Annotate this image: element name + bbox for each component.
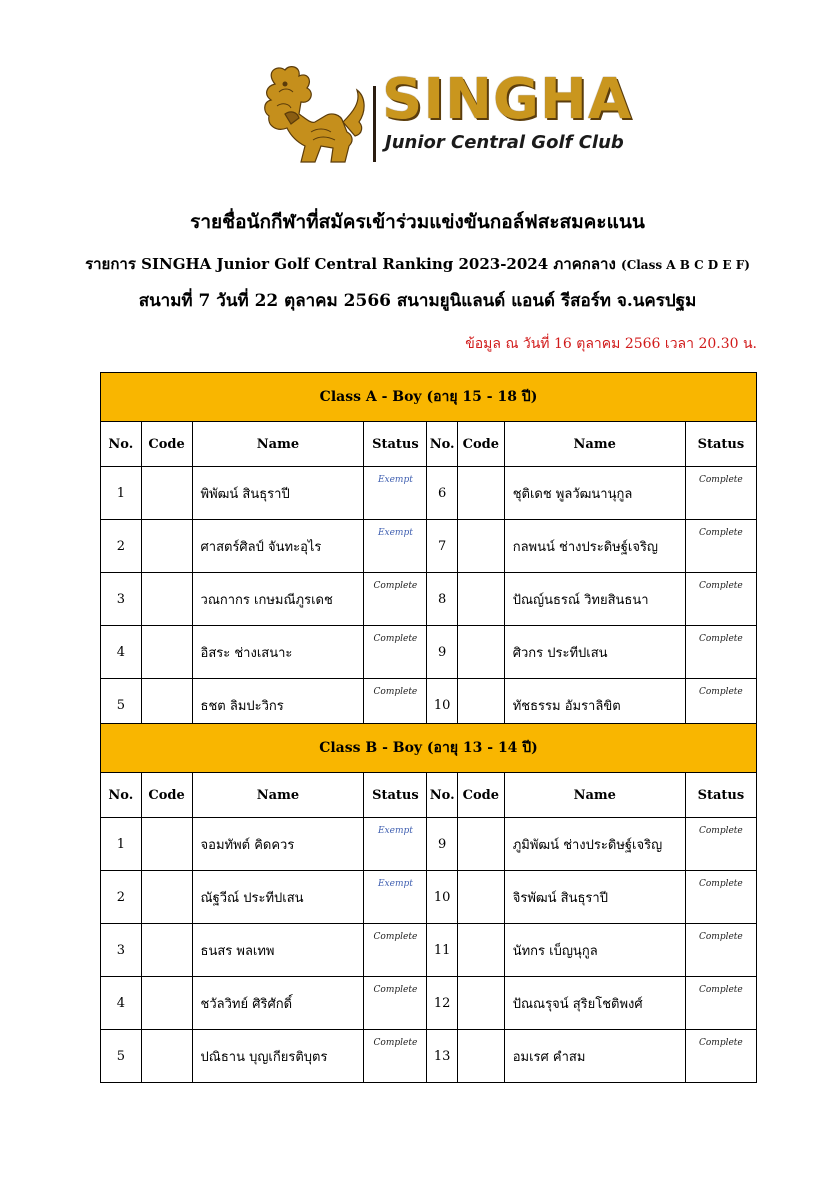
player-status: Complete — [685, 467, 756, 520]
column-header-code: Code — [457, 773, 504, 818]
column-header-name: Name — [504, 773, 685, 818]
player-name: ธนสร พลเทพ — [192, 924, 364, 977]
player-status: Complete — [685, 818, 756, 871]
player-name: ปณิธาน บุญเกียรติบุตร — [192, 1030, 364, 1083]
singha-logo — [255, 62, 635, 172]
player-number: 5 — [101, 679, 142, 732]
player-code — [457, 626, 504, 679]
table-row — [101, 573, 757, 626]
player-status: Complete — [364, 573, 427, 626]
player-number: 5 — [101, 1030, 142, 1083]
logo-subtitle: Junior Central Golf Club — [385, 132, 624, 153]
player-name: ณัฐวีณ์ ประทีปเสน — [192, 871, 364, 924]
class-title: Class A - Boy (อายุ 15 - 18 ปี) — [101, 373, 757, 422]
column-header-row — [101, 773, 757, 818]
player-status: Complete — [685, 871, 756, 924]
player-number: 12 — [427, 977, 458, 1030]
player-code — [141, 871, 192, 924]
player-code — [141, 573, 192, 626]
class-a-table — [100, 372, 757, 732]
lion-emblem-icon — [255, 62, 370, 167]
player-code — [141, 977, 192, 1030]
player-status: Exempt — [364, 871, 427, 924]
player-name: อิสระ ช่างเสนาะ — [192, 626, 364, 679]
player-status: Complete — [364, 1030, 427, 1083]
player-number: 8 — [427, 573, 458, 626]
player-number: 10 — [427, 679, 458, 732]
class-b-table — [100, 723, 757, 1083]
player-name: ศาสตร์ศิลป์ จันทะอุไร — [192, 520, 364, 573]
table-row — [101, 924, 757, 977]
player-number: 4 — [101, 626, 142, 679]
player-name: นัทกร เบ็ญนุกูล — [504, 924, 685, 977]
player-number: 10 — [427, 871, 458, 924]
logo-divider — [373, 86, 376, 162]
player-status: Complete — [685, 1030, 756, 1083]
player-name: ปัณณรุจน์ สุริยโชติพงศ์ — [504, 977, 685, 1030]
player-name: จิรพัฒน์ สินธุราปี — [504, 871, 685, 924]
table-row — [101, 977, 757, 1030]
table-row — [101, 1030, 757, 1083]
player-name: ปัณญ์นธรณ์ วิทยสินธนา — [504, 573, 685, 626]
player-name: ธชต ลิมปะวิกร — [192, 679, 364, 732]
player-number: 4 — [101, 977, 142, 1030]
player-status: Complete — [685, 573, 756, 626]
player-code — [457, 871, 504, 924]
player-code — [141, 520, 192, 573]
column-header-status: Status — [685, 773, 756, 818]
player-number: 9 — [427, 818, 458, 871]
document-title: รายชื่อนักกีฬาที่สมัครเข้าร่วมแข่งขันกอล์ฟสะสมคะแนน — [190, 211, 645, 233]
event-name — [0, 252, 835, 276]
player-number: 3 — [101, 924, 142, 977]
table-row — [101, 871, 757, 924]
player-code — [141, 626, 192, 679]
player-status: Complete — [685, 520, 756, 573]
player-number: 11 — [427, 924, 458, 977]
player-code — [141, 1030, 192, 1083]
venue-line: สนามที่ 7 วันที่ 22 ตุลาคม 2566 สนามยูนิแลนด์ แอนด์ รีสอร์ท จ.นครปฐม — [138, 291, 697, 311]
logo-wordmark: SINGHA — [382, 67, 633, 132]
player-status: Exempt — [364, 520, 427, 573]
player-number: 3 — [101, 573, 142, 626]
player-name: ศิวกร ประทีปเสน — [504, 626, 685, 679]
player-status: Complete — [685, 626, 756, 679]
event-classes: (Class A B C D E F) — [621, 258, 750, 272]
player-status: Complete — [685, 924, 756, 977]
column-header-no: No. — [427, 422, 458, 467]
class-title: Class B - Boy (อายุ 13 - 14 ปี) — [101, 724, 757, 773]
player-number: 7 — [427, 520, 458, 573]
player-code — [457, 520, 504, 573]
column-header-name: Name — [504, 422, 685, 467]
player-name: ชุติเดช พูลวัฒนานุกูล — [504, 467, 685, 520]
player-name: ชวัลวิทย์ ศิริศักดิ์ — [192, 977, 364, 1030]
player-status: Exempt — [364, 467, 427, 520]
column-header-row — [101, 422, 757, 467]
player-name: จอมทัพต์ คิดควร — [192, 818, 364, 871]
player-status: Complete — [364, 679, 427, 732]
data-as-of-note: ข้อมูล ณ วันที่ 16 ตุลาคม 2566 เวลา 20.30 น. — [465, 336, 757, 352]
table-row — [101, 467, 757, 520]
player-number: 1 — [101, 467, 142, 520]
player-name: กลพนน์ ช่างประดิษฐ์เจริญ — [504, 520, 685, 573]
player-code — [457, 924, 504, 977]
player-code — [457, 467, 504, 520]
column-header-name: Name — [192, 773, 364, 818]
player-name: อมเรศ คำสม — [504, 1030, 685, 1083]
player-status: Complete — [685, 977, 756, 1030]
column-header-code: Code — [457, 422, 504, 467]
event-name-main: รายการ SINGHA Junior Golf Central Ranking 2023-2024 ภาคกลาง — [85, 255, 616, 273]
player-status: Complete — [364, 924, 427, 977]
table-row — [101, 520, 757, 573]
player-code — [141, 924, 192, 977]
player-code — [457, 1030, 504, 1083]
player-name: พิพัฒน์ สินธุราปี — [192, 467, 364, 520]
player-number: 2 — [101, 871, 142, 924]
player-status: Complete — [364, 626, 427, 679]
player-number: 2 — [101, 520, 142, 573]
column-header-name: Name — [192, 422, 364, 467]
player-status: Exempt — [364, 818, 427, 871]
column-header-no: No. — [101, 422, 142, 467]
table-row — [101, 818, 757, 871]
table-row — [101, 626, 757, 679]
column-header-status: Status — [364, 422, 427, 467]
column-header-no: No. — [427, 773, 458, 818]
player-status: Complete — [685, 679, 756, 732]
player-number: 1 — [101, 818, 142, 871]
player-name: ทัชธรรม อัมราลิขิต — [504, 679, 685, 732]
player-code — [457, 573, 504, 626]
player-name: ภูมิพัฒน์ ช่างประดิษฐ์เจริญ — [504, 818, 685, 871]
player-code — [457, 977, 504, 1030]
column-header-status: Status — [685, 422, 756, 467]
player-status: Complete — [364, 977, 427, 1030]
player-number: 6 — [427, 467, 458, 520]
column-header-code: Code — [141, 422, 192, 467]
player-name: วณกากร เกษมณีภูรเดช — [192, 573, 364, 626]
player-number: 13 — [427, 1030, 458, 1083]
player-number: 9 — [427, 626, 458, 679]
player-code — [457, 818, 504, 871]
column-header-no: No. — [101, 773, 142, 818]
column-header-code: Code — [141, 773, 192, 818]
player-code — [141, 467, 192, 520]
player-code — [141, 818, 192, 871]
column-header-status: Status — [364, 773, 427, 818]
